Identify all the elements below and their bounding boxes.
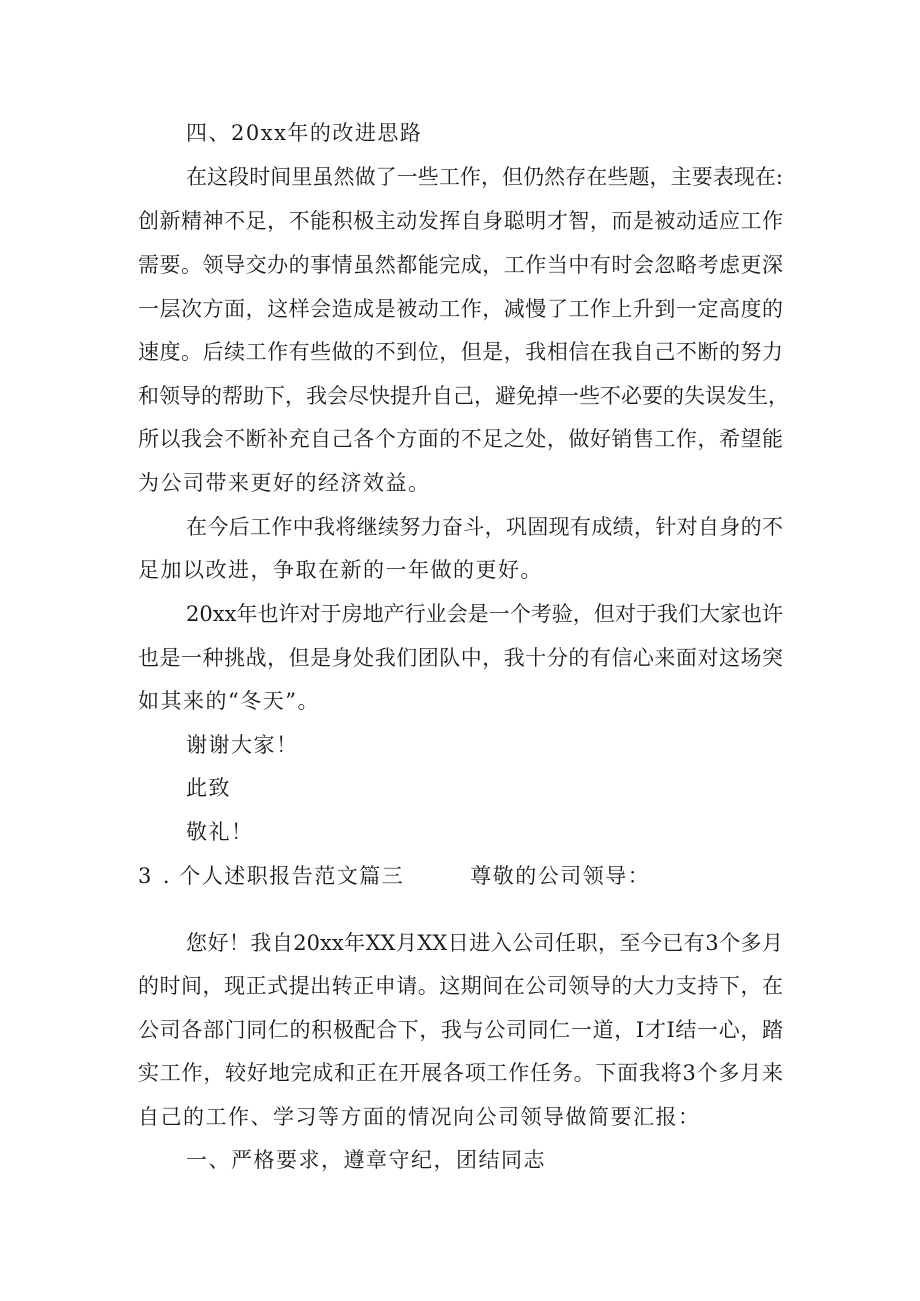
paragraph-line: 在今后工作中我将继续努力奋斗，巩固现有成绩，针对自身的不 — [186, 515, 783, 539]
paragraph-line: 自己的工作、学习等方面的情况向公司领导做简要汇报： — [138, 1105, 701, 1129]
paragraph-line: 20xx年也许对于房地产行业会是一个考验，但对于我们大家也许 — [186, 602, 783, 626]
paragraph-line: 的时间，现正式提出转正申请。这期间在公司领导的大力支持下，在 — [138, 974, 783, 998]
paragraph-line: 您好！我自20xx年XX月XX日进入公司任职，至今已有3个多月 — [186, 931, 783, 955]
closing-line: 敬礼！ — [186, 820, 254, 844]
article-number: 3 — [138, 864, 153, 888]
paragraph-line: 和领导的帮助下，我会尽快提升自己，避免掉一些不必要的失误发生， — [138, 384, 789, 408]
article-title: . 个人述职报告范文篇三 — [162, 864, 405, 888]
paragraph-line: 所以我会不断补充自己各个方面的不足之处，做好销售工作，希望能 — [138, 427, 783, 451]
paragraph-line: 也是一种挑战，但是身处我们团队中，我十分的有信心来面对这场突 — [138, 646, 783, 670]
closing-line: 此致 — [186, 776, 231, 800]
paragraph-line: 需要。领导交办的事情虽然都能完成，工作当中有时会忽略考虑更深 — [138, 253, 783, 277]
article-title-line — [138, 861, 650, 891]
thanks-line: 谢谢大家！ — [186, 733, 299, 757]
paragraph-line: 公司各部门同仁的积极配合下，我与公司同仁一道，I才I结一心，踏 — [138, 1018, 783, 1042]
paragraph-line: 为公司带来更好的经济效益。 — [138, 471, 431, 495]
paragraph-line: 创新精神不足，不能积极主动发挥自身聪明才智，而是被动适应工作 — [138, 209, 783, 233]
paragraph-line: 足加以改进，争取在新的一年做的更好。 — [138, 558, 543, 582]
paragraph-line: 速度。后续工作有些做的不到位，但是，我相信在我自己不断的努力 — [138, 340, 783, 364]
paragraph-line: 在这段时间里虽然做了一些工作，但仍然存在些题，主要表现在: — [186, 165, 783, 189]
subsection-heading: 一、严格要求，遵章守纪，团结同志 — [186, 1148, 546, 1172]
paragraph-line: 实工作，较好地完成和正在开展各项工作任务。下面我将3个多月来 — [138, 1061, 783, 1085]
paragraph-line: 一层次方面，这样会造成是被动工作，减慢了工作上升到一定高度的 — [138, 297, 783, 321]
salutation: 尊敬的公司领导： — [470, 864, 651, 888]
paragraph-line: 如其来的“冬天”。 — [138, 689, 320, 713]
section-heading: 四、20xx年的改进思路 — [186, 121, 423, 145]
